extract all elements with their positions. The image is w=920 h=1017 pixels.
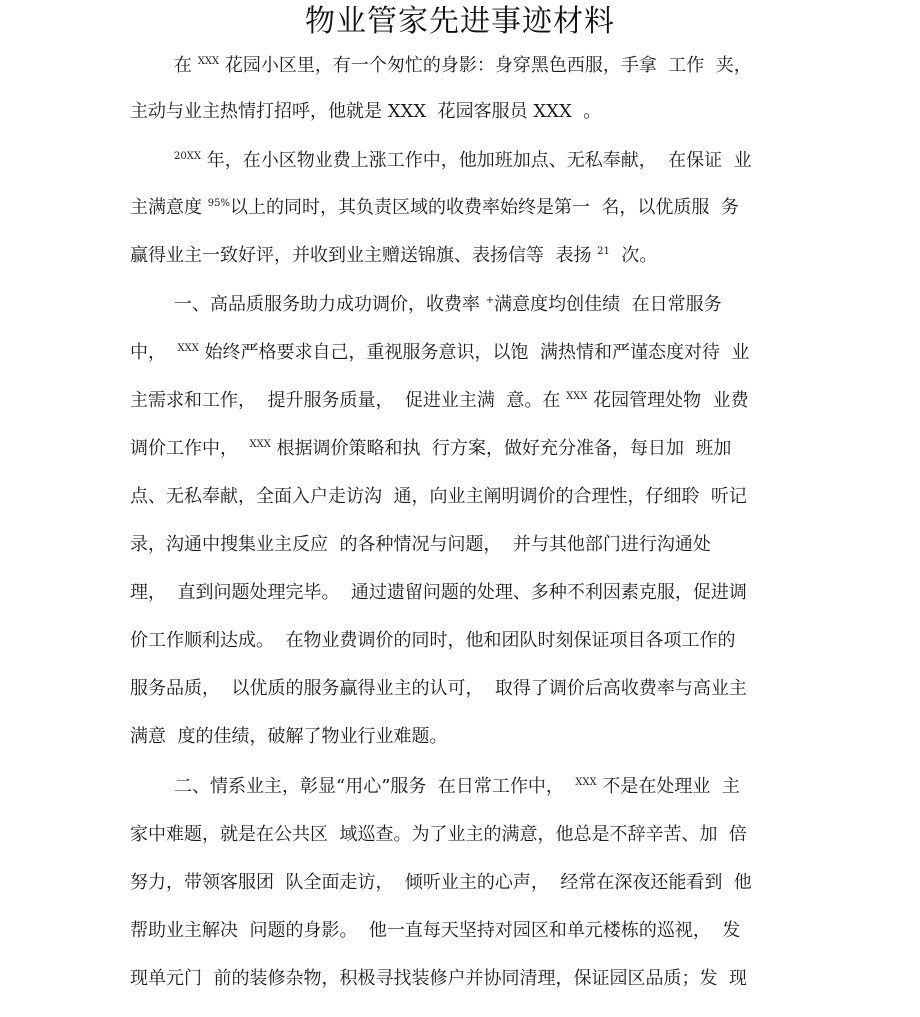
text-line: 努力，带领客服团 队全面走访， 倾听业主的心声， 经常在深夜还能看到 他 xyxy=(130,872,752,893)
text-line: 调价工作中， $^{XXX}$ 根据调价策略和执 行方案，做好充分准备，每日加 班加 xyxy=(130,438,732,459)
text-line: 一、高品质服务助力成功调价，收费率 +满意度均创佳绩 在日常服务 xyxy=(174,294,722,315)
text-line: 主满意度 $^{95\%}$以上的同时，其负责区域的收费率始终是第一 名，以优质服 务 xyxy=(130,197,739,218)
text-line: 赢得业主一致好评，并收到业主赠送锦旗、表扬信等 表扬 $^{21}$ 次。 xyxy=(130,245,658,266)
text-line: 中， $^{XXX}$ 始终严格要求自己，重视服务意识，以饱 满热情和严谨态度对待 业 xyxy=(130,342,750,363)
text-line: 帮助业主解决 问题的身影。 他一直每天坚持对园区和单元楼栋的巡视， 发 xyxy=(130,920,741,941)
text-line: $^{20XX}$ 年，在小区物业费上涨工作中，他加班加点、无私奉献， 在保证 业 xyxy=(174,150,752,171)
text-line: 现单元门 前的装修杂物，积极寻找装修户并协同清理，保证园区品质；发 现 xyxy=(130,968,747,989)
text-line: 满意 度的佳绩，破解了物业行业难题。 xyxy=(130,726,448,747)
superscript-text: XXX xyxy=(249,439,271,450)
text-line: 家中难题，就是在公共区 域巡查。为了业主的满意，他总是不辞辛苦、加 倍 xyxy=(130,824,747,845)
document-title: 物业管家先进事迹材料 xyxy=(305,4,615,39)
superscript-text: XXX xyxy=(575,777,597,788)
superscript-text: 21 xyxy=(597,246,610,257)
text-line: 价工作顺利达成。 在物业费调价的同时，他和团队时刻保证项目各项工作的 xyxy=(130,630,736,651)
text-line: 理， 直到问题处理完毕。 通过遗留问题的处理、多种不利因素克服，促进调 xyxy=(130,582,747,603)
text-line: 二、情系业主，彰显“用心”服务 在日常工作中， $^{XXX}$ 不是在处理业 主 xyxy=(174,776,740,797)
text-line: 录，沟通中搜集业主反应 的各种情况与问题， 并与其他部门进行沟通处 xyxy=(130,534,711,555)
text-line: 在 $^{XXX}$ 花园小区里，有一个匆忙的身影：身穿黑色西服，手拿 工作 夹， xyxy=(174,55,752,76)
superscript-text: + xyxy=(485,295,495,306)
superscript-text: 20XX xyxy=(174,151,201,162)
superscript-text: 95% xyxy=(207,198,230,209)
superscript-text: XXX xyxy=(177,343,199,354)
text-line: 主动与业主热情打招呼，他就是 XXX 花园客服员 XXX 。 xyxy=(130,101,602,122)
text-line: 主需求和工作， 提升服务质量， 促进业主满 意。在 $^{XXX}$ 花园管理处物 业费 xyxy=(130,390,749,411)
text-line: 点、无私奉献，全面入户走访沟 通，向业主阐明调价的合理性，仔细聆 听记 xyxy=(130,486,747,507)
text-line: 服务品质， 以优质的服务赢得业主的认可， 取得了调价后高收费率与高业主 xyxy=(130,678,747,699)
superscript-text: XXX xyxy=(566,391,588,402)
superscript-text: XXX xyxy=(197,56,220,67)
